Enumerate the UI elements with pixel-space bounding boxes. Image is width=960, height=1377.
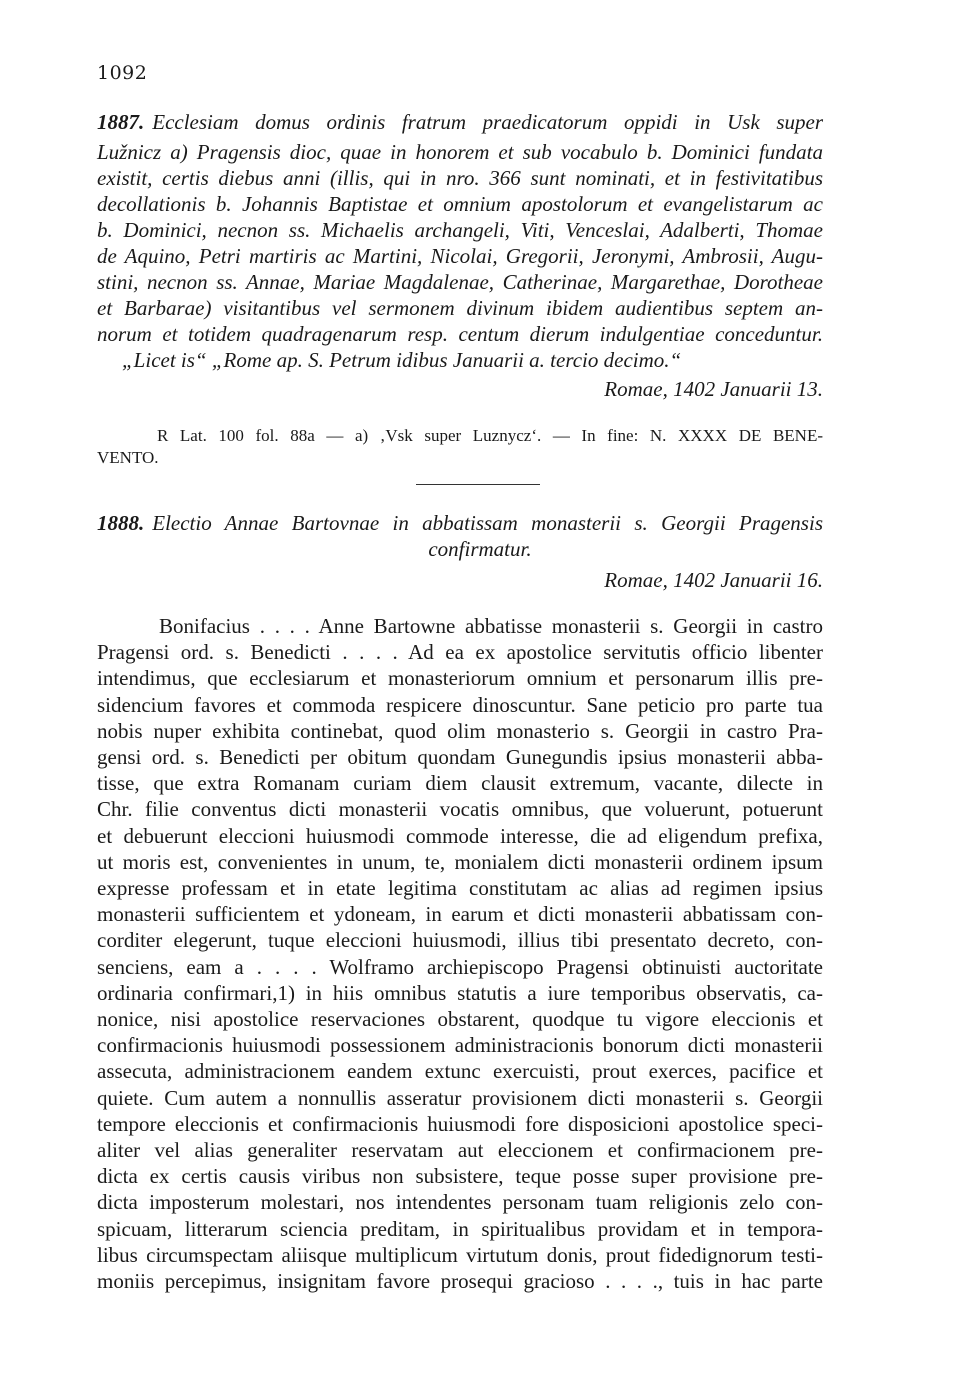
body-text: Bonifacius . . . . Anne Bartowne abbatisse monasterii s. Georgii in castro <box>159 614 823 638</box>
entry-1887-text-line: Ecclesiam domus ordinis fratrum praedicatorum oppidi in Usk super <box>152 110 823 134</box>
footnote-text: R Lat. 100 fol. 88a — a) ‚Vsk super Luznycz‘. — In fine: N. XXXX DE BENE- <box>157 426 823 445</box>
entry-1888-body-line <box>97 1031 823 1059</box>
entry-1887-line-6 <box>97 242 823 270</box>
entry-1887-line-9 <box>97 320 823 348</box>
body-text: libus circumspectam aliisque multiplicum virtutum donis, prout fidedignorum testi- <box>97 1242 823 1267</box>
entry-1887-note-line-2 <box>97 444 823 472</box>
entry-1888-body-line <box>97 795 823 823</box>
entry-1888-number: 1888. <box>97 511 145 535</box>
entry-1887-text-line: norum et totidem quadragenarum resp. centum dierum indulgentiae conceduntur. <box>97 322 823 346</box>
entry-1888-title-line-1 <box>97 509 823 537</box>
body-text: sidencium favores et commoda respicere dinoscuntur. Sane peticio pro parte tua <box>97 692 823 717</box>
entry-1888-title-line-2: confirmatur. <box>428 537 532 561</box>
entry-1887-incipit <box>122 346 762 374</box>
entry-1887-line-3 <box>97 164 823 192</box>
entry-1888-date: Romae, 1402 Januarii 16. <box>604 568 823 592</box>
body-text: intendimus, que ecclesiarum et monasteriorum omnium et personarum illis pre- <box>97 666 823 691</box>
page-number: 1092 <box>97 62 148 84</box>
entry-1887-line-2 <box>97 138 823 166</box>
body-text: Pragensi ord. s. Benedicti . . . . Ad ea ex apostolice servitutis officio libenter <box>97 640 823 665</box>
entry-1888-body-line <box>97 848 823 876</box>
entry-1888-body-line <box>97 664 823 692</box>
entry-1888-body-line <box>97 874 823 902</box>
body-text: Chr. filie conventus dicti monasterii vocatis omnibus, que voluerunt, potuerunt <box>97 797 823 822</box>
entry-1888-body-line <box>97 717 823 745</box>
footnote-text: VENTO. <box>97 448 159 467</box>
body-text: expresse professam et in etate legitima constitutam ac alias ad regimen ipsius <box>97 876 823 900</box>
body-text: nonice, nisi apostolice reservaciones obstarent, quodque tu vigore eleccionis et <box>97 1007 823 1031</box>
section-divider <box>416 484 540 485</box>
entry-1887-line-1 <box>97 108 823 136</box>
body-text: corditer elegerunt, tuque eleccioni huiusmodi, illius tibi presentato decreto, con- <box>97 928 823 953</box>
entry-1888-body-line <box>97 953 823 981</box>
body-text: quiete. Cum autem a nonnullis asseratur provisionem dicti monasterii s. Georgii <box>97 1085 823 1110</box>
body-text: confirmacionis huiusmodi possessionem administracionis bonorum dicti monasterii <box>97 1033 823 1058</box>
body-text: ut moris est, convenientes in unum, te, monialem dicti monasterii ordinem ipsum <box>97 849 823 874</box>
body-text: senciens, eam a . . . . Wolframo archiepiscopo Pragensi obtinuisti auctoritate <box>97 954 823 979</box>
entry-1887-text-line: de Aquino, Petri martiris ac Martini, Nicolai, Gregorii, Jeronymi, Ambrosii, Augu- <box>97 244 823 268</box>
body-text: ordinaria confirmari,1) in hiis omnibus statutis a iure temporibus observatis, ca- <box>97 980 823 1005</box>
entry-1888-body-line <box>97 979 823 1007</box>
body-text: aliter vel alias generaliter reservatam aut eleccionem et confirmacionem pre- <box>97 1138 823 1162</box>
entry-1888-body-line <box>97 926 823 954</box>
entry-1887-line-8 <box>97 294 823 322</box>
entry-1887-text-line: b. Dominici, necnon ss. Michaelis archangeli, Viti, Venceslai, Adalberti, Thomae <box>97 218 823 242</box>
entry-1888-body-line <box>97 1110 823 1138</box>
body-text: tisse, que extra Romanam curiam diem clausit extremum, vacante, dilecte in <box>97 771 823 796</box>
body-text: moniis percepimus, insignitam favore prosequi gracioso . . . ., tuis in hac parte <box>97 1269 823 1293</box>
body-text: spicuam, litterarum sciencia preditam, in spiritualibus providam et in tempora- <box>97 1216 823 1241</box>
entry-1888-body-line <box>97 638 823 666</box>
body-text: dicta ex certis causis viribus non subsistere, teque posse super provisione pre- <box>97 1164 823 1189</box>
entry-1888-body-line <box>97 743 823 771</box>
body-text: gensi ord. s. Benedicti per obitum quondam Gunegundis ipsius monasterii abba- <box>97 745 823 769</box>
entry-1888-body-line <box>97 822 823 850</box>
entry-1888-body-line <box>97 1162 823 1190</box>
entry-1887-line-4 <box>97 190 823 218</box>
entry-1888-body-line <box>97 769 823 797</box>
entry-1887-text-line: et Barbarae) visitantibus vel sermonem divinum ibidem audientibus septem an- <box>97 296 823 320</box>
entry-1888-body-line <box>97 1136 823 1164</box>
body-text: tempore eleccionis et confirmacionis huiusmodi fore disposicioni apostolice speci- <box>97 1111 823 1136</box>
entry-1888-body-line <box>97 1241 823 1269</box>
entry-1887-date: Romae, 1402 Januarii 13. <box>604 377 823 401</box>
entry-1887-text-line: existit, certis diebus anni (illis, qui in nro. 366 sunt nominati, et in festivitatibus <box>97 166 823 190</box>
entry-1888-title: Electio Annae Bartovnae in abbatissam monasterii s. Georgii Pragensis <box>152 511 823 535</box>
entry-1887-text-line: Lužnicz a) Pragensis dioc, quae in honorem et sub vocabulo b. Dominici fundata <box>97 140 823 164</box>
entry-1887-text-line: decollationis b. Johannis Baptistae et omnium apostolorum et evangelistarum ac <box>97 192 823 216</box>
entry-1888-body-line <box>97 1188 823 1216</box>
body-text: dicta imposterum molestari, nos intendentes personam tuam religionis zelo con- <box>97 1190 823 1215</box>
entry-1887-line-5 <box>97 216 823 244</box>
entry-1888-body-line <box>97 1005 823 1033</box>
body-text: monasterii sufficientem et ydoneam, in earum et dicti monasterii abbatissam con- <box>97 902 823 927</box>
body-text: nobis nuper exhibita continebat, quod olim monasterio s. Georgii in castro Pra- <box>97 718 823 743</box>
entry-1887-line-7 <box>97 268 823 296</box>
entry-1888-body-line <box>97 1215 823 1243</box>
incipit-text: „Licet is“ „Rome ap. S. Petrum idibus Januarii a. tercio decimo.“ <box>122 348 682 372</box>
entry-1888-body-line <box>97 1267 823 1295</box>
entry-1888-body-line <box>97 1057 823 1085</box>
entry-1887-text-line: stini, necnon ss. Annae, Mariae Magdalenae, Catherinae, Margarethae, Dorotheae <box>97 270 823 294</box>
entry-1887-number: 1887. <box>97 110 145 134</box>
entry-1888-body-line <box>97 612 823 640</box>
entry-1888-body-line <box>97 691 823 719</box>
entry-1888-body-line <box>97 900 823 928</box>
body-text: et debuerunt eleccioni huiusmodi commode interesse, die ad eligendum prefixa, <box>97 823 823 848</box>
body-text: assecuta, administracionem eandem extunc exercuisti, prout exerces, pacifice et <box>97 1059 823 1084</box>
entry-1888-body-line <box>97 1084 823 1112</box>
